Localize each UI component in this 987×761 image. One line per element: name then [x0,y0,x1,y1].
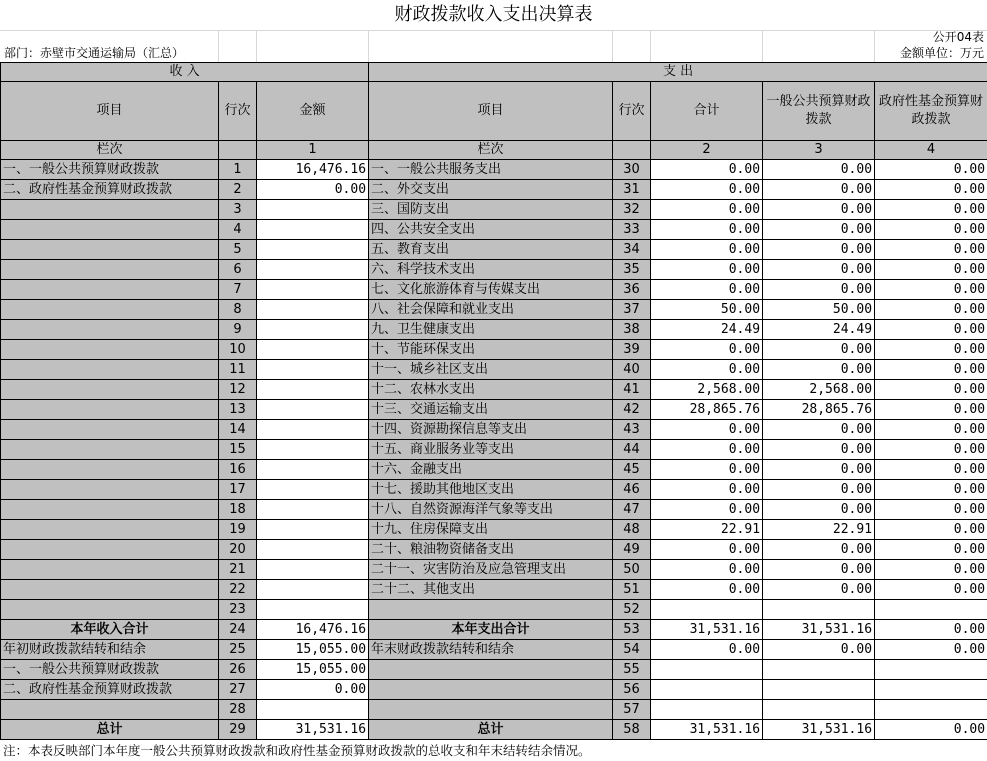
gov-fund-cell [875,660,987,680]
col-index-4: 4 [875,141,987,160]
total-cell: 0.00 [651,580,763,600]
table-row [1,520,987,540]
general-budget-cell: 0.00 [763,560,875,580]
total-cell: 31,531.16 [651,620,763,640]
expense-rowno-cell: 47 [613,500,651,520]
general-budget-cell: 0.00 [763,500,875,520]
gov-fund-cell [875,700,987,720]
table-row [1,280,987,300]
income-item-cell: 本年收入合计 [1,620,219,640]
income-rowno-cell: 19 [219,520,257,540]
income-item-cell [1,520,219,540]
gov-fund-cell: 0.00 [875,220,987,240]
gov-fund-cell: 0.00 [875,720,987,740]
general-budget-cell [763,680,875,700]
expense-rowno-cell: 50 [613,560,651,580]
unit-label: 金额单位：万元 [899,46,984,60]
income-amount-header: 金额 [257,82,369,141]
expense-item-cell: 十一、城乡社区支出 [369,360,613,380]
total-cell: 0.00 [651,500,763,520]
expense-item-cell: 一、一般公共服务支出 [369,160,613,180]
income-item-cell [1,340,219,360]
table-row [1,160,987,180]
total-cell [651,600,763,620]
expense-item-cell: 五、教育支出 [369,240,613,260]
income-amount-cell [257,700,369,720]
income-rowno-cell: 24 [219,620,257,640]
income-rowno-cell: 20 [219,540,257,560]
general-budget-cell: 2,568.00 [763,380,875,400]
income-item-cell [1,460,219,480]
total-cell [651,700,763,720]
general-budget-cell: 0.00 [763,460,875,480]
income-item-cell: 二、政府性基金预算财政拨款 [1,180,219,200]
income-rowno-cell: 4 [219,220,257,240]
expense-rowno-cell: 43 [613,420,651,440]
gov-fund-cell: 0.00 [875,520,987,540]
expense-item-cell: 七、文化旅游体育与传媒支出 [369,280,613,300]
general-budget-cell: 31,531.16 [763,720,875,740]
total-cell: 0.00 [651,220,763,240]
general-budget-cell: 28,865.76 [763,400,875,420]
income-rowno-cell: 8 [219,300,257,320]
income-rowno-cell: 9 [219,320,257,340]
income-amount-cell [257,560,369,580]
total-cell: 0.00 [651,440,763,460]
gov-fund-cell: 0.00 [875,200,987,220]
income-amount-cell: 0.00 [257,180,369,200]
income-rowno-cell: 21 [219,560,257,580]
total-cell: 0.00 [651,640,763,660]
gov-fund-cell: 0.00 [875,340,987,360]
table-row [1,480,987,500]
income-amount-cell [257,380,369,400]
expense-item-cell: 二十二、其他支出 [369,580,613,600]
expense-item-cell: 二十一、灾害防治及应急管理支出 [369,560,613,580]
income-rowno-cell: 2 [219,180,257,200]
gov-fund-cell: 0.00 [875,320,987,340]
income-item-cell [1,440,219,460]
expense-item-cell: 十八、自然资源海洋气象等支出 [369,500,613,520]
expense-item-cell [369,600,613,620]
income-rowno-header: 行次 [219,82,257,141]
total-cell: 0.00 [651,560,763,580]
expense-item-cell: 十三、交通运输支出 [369,400,613,420]
total-cell: 0.00 [651,280,763,300]
expense-rowno-cell: 56 [613,680,651,700]
general-budget-cell: 0.00 [763,200,875,220]
income-amount-cell [257,360,369,380]
gov-fund-cell: 0.00 [875,580,987,600]
general-budget-cell: 0.00 [763,480,875,500]
total-header: 合计 [651,82,763,141]
gov-fund-cell: 0.00 [875,380,987,400]
income-rowno-cell: 17 [219,480,257,500]
expense-rowno-cell: 53 [613,620,651,640]
gov-fund-cell: 0.00 [875,260,987,280]
table-row [1,460,987,480]
expense-rowno-cell: 31 [613,180,651,200]
general-budget-cell: 0.00 [763,280,875,300]
expense-item-cell: 二、外交支出 [369,180,613,200]
expense-rowno-cell: 44 [613,440,651,460]
total-cell [651,660,763,680]
expense-item-cell: 九、卫生健康支出 [369,320,613,340]
expense-rowno-cell: 36 [613,280,651,300]
income-rowno-cell: 29 [219,720,257,740]
income-item-cell: 一、一般公共预算财政拨款 [1,160,219,180]
department-label: 部门：赤壁市交通运输局（汇总） [4,46,185,60]
income-amount-cell [257,220,369,240]
income-amount-cell [257,400,369,420]
col-label-income: 栏次 [1,141,219,160]
gov-fund-cell: 0.00 [875,460,987,480]
general-budget-header: 一般公共预算财政拨款 [763,82,875,141]
income-amount-cell [257,300,369,320]
expense-rowno-cell: 40 [613,360,651,380]
income-rowno-cell: 10 [219,340,257,360]
expense-item-cell: 四、公共安全支出 [369,220,613,240]
gov-fund-cell: 0.00 [875,400,987,420]
gov-fund-cell: 0.00 [875,360,987,380]
total-cell: 31,531.16 [651,720,763,740]
table-row [1,220,987,240]
income-item-cell [1,320,219,340]
income-amount-cell [257,320,369,340]
gov-fund-cell: 0.00 [875,240,987,260]
income-item-cell [1,380,219,400]
gov-fund-cell: 0.00 [875,480,987,500]
table-row [1,400,987,420]
income-item-cell: 二、政府性基金预算财政拨款 [1,680,219,700]
income-amount-cell [257,420,369,440]
total-cell [651,680,763,700]
total-cell: 2,568.00 [651,380,763,400]
income-amount-cell [257,280,369,300]
general-budget-cell: 0.00 [763,640,875,660]
expense-item-cell: 十、节能环保支出 [369,340,613,360]
total-cell: 28,865.76 [651,400,763,420]
income-amount-cell [257,460,369,480]
expense-section-header: 支 出 [369,63,987,82]
general-budget-cell: 24.49 [763,320,875,340]
table-row [1,680,987,700]
income-amount-cell: 0.00 [257,680,369,700]
table-row [1,240,987,260]
form-code-line [0,30,987,45]
income-rowno-cell: 18 [219,500,257,520]
general-budget-cell: 50.00 [763,300,875,320]
expense-rowno-cell: 32 [613,200,651,220]
expense-item-cell [369,660,613,680]
total-cell: 0.00 [651,180,763,200]
general-budget-cell: 0.00 [763,240,875,260]
general-budget-cell: 0.00 [763,160,875,180]
income-rowno-cell: 28 [219,700,257,720]
table-row [1,300,987,320]
expense-rowno-cell: 51 [613,580,651,600]
expense-rowno-cell: 58 [613,720,651,740]
gov-fund-cell: 0.00 [875,180,987,200]
income-section-header: 收 入 [1,63,369,82]
report-title: 财政拨款收入支出决算表 [0,0,987,31]
income-amount-cell [257,240,369,260]
general-budget-cell [763,700,875,720]
gov-fund-cell [875,680,987,700]
gov-fund-cell: 0.00 [875,420,987,440]
income-amount-cell [257,260,369,280]
income-rowno-cell: 12 [219,380,257,400]
column-header-row [1,82,987,141]
table-row [1,180,987,200]
general-budget-cell: 0.00 [763,580,875,600]
expense-item-cell: 十六、金融支出 [369,460,613,480]
report-table [0,62,987,740]
gov-fund-header: 政府性基金预算财政拨款 [875,82,987,141]
income-amount-cell [257,440,369,460]
col-index-1: 1 [257,141,369,160]
table-row [1,500,987,520]
total-cell: 0.00 [651,240,763,260]
form-code: 公开04表 [932,30,984,44]
gov-fund-cell: 0.00 [875,640,987,660]
income-amount-cell [257,500,369,520]
income-rowno-cell: 14 [219,420,257,440]
gov-fund-cell: 0.00 [875,280,987,300]
income-item-cell [1,300,219,320]
income-amount-cell [257,580,369,600]
income-amount-cell [257,340,369,360]
income-rowno-cell: 7 [219,280,257,300]
expense-rowno-cell: 49 [613,540,651,560]
col-index-blank [219,141,257,160]
footnote: 注：本表反映部门本年度一般公共预算财政拨款和政府性基金预算财政拨款的总收支和年末结转结余情况。 [3,743,591,758]
gov-fund-cell: 0.00 [875,440,987,460]
income-amount-cell [257,600,369,620]
income-item-cell [1,480,219,500]
expense-item-cell: 二十、粮油物资储备支出 [369,540,613,560]
income-item-cell [1,560,219,580]
total-cell: 0.00 [651,360,763,380]
gov-fund-cell: 0.00 [875,160,987,180]
expense-item-cell: 六、科学技术支出 [369,260,613,280]
income-item-cell: 年初财政拨款结转和结余 [1,640,219,660]
income-amount-cell: 16,476.16 [257,160,369,180]
general-budget-cell: 0.00 [763,260,875,280]
general-budget-cell: 22.91 [763,520,875,540]
general-budget-cell: 31,531.16 [763,620,875,640]
income-amount-cell: 15,055.00 [257,640,369,660]
income-amount-cell [257,520,369,540]
general-budget-cell: 0.00 [763,440,875,460]
income-item-cell [1,580,219,600]
general-budget-cell: 0.00 [763,420,875,440]
table-row [1,660,987,680]
table-row [1,620,987,640]
expense-item-cell: 本年支出合计 [369,620,613,640]
col-index-2: 2 [651,141,763,160]
expense-rowno-cell: 35 [613,260,651,280]
general-budget-cell: 0.00 [763,540,875,560]
income-rowno-cell: 6 [219,260,257,280]
income-item-cell [1,260,219,280]
income-item-cell: 一、一般公共预算财政拨款 [1,660,219,680]
expense-item-cell: 十二、农林水支出 [369,380,613,400]
income-rowno-cell: 11 [219,360,257,380]
expense-rowno-cell: 38 [613,320,651,340]
total-cell: 0.00 [651,540,763,560]
income-item-cell [1,280,219,300]
income-amount-cell [257,540,369,560]
income-rowno-cell: 23 [219,600,257,620]
total-cell: 0.00 [651,420,763,440]
expense-rowno-cell: 34 [613,240,651,260]
income-item-cell [1,240,219,260]
income-amount-cell [257,200,369,220]
general-budget-cell [763,600,875,620]
gov-fund-cell [875,600,987,620]
expense-item-cell: 十九、住房保障支出 [369,520,613,540]
table-row [1,560,987,580]
general-budget-cell: 0.00 [763,220,875,240]
table-row [1,420,987,440]
expense-item-header: 项目 [369,82,613,141]
table-row [1,600,987,620]
expense-item-cell: 十七、援助其他地区支出 [369,480,613,500]
expense-rowno-cell: 42 [613,400,651,420]
expense-item-cell [369,680,613,700]
expense-item-cell: 总计 [369,720,613,740]
expense-item-cell: 年末财政拨款结转和结余 [369,640,613,660]
income-item-header: 项目 [1,82,219,141]
table-row [1,640,987,660]
income-item-cell [1,360,219,380]
table-row [1,580,987,600]
income-rowno-cell: 25 [219,640,257,660]
income-item-cell [1,540,219,560]
total-cell: 0.00 [651,340,763,360]
income-item-cell [1,500,219,520]
expense-rowno-cell: 54 [613,640,651,660]
table-row [1,200,987,220]
gov-fund-cell: 0.00 [875,500,987,520]
expense-rowno-header: 行次 [613,82,651,141]
income-rowno-cell: 26 [219,660,257,680]
total-cell: 0.00 [651,260,763,280]
income-item-cell [1,420,219,440]
expense-item-cell: 三、国防支出 [369,200,613,220]
expense-rowno-cell: 52 [613,600,651,620]
table-row [1,700,987,720]
expense-rowno-cell: 57 [613,700,651,720]
income-amount-cell: 31,531.16 [257,720,369,740]
gov-fund-cell: 0.00 [875,540,987,560]
table-row [1,320,987,340]
total-cell: 50.00 [651,300,763,320]
col-index-blank [613,141,651,160]
general-budget-cell: 0.00 [763,180,875,200]
section-header-row [1,63,987,82]
expense-item-cell: 十五、商业服务业等支出 [369,440,613,460]
table-row [1,540,987,560]
income-amount-cell: 16,476.16 [257,620,369,640]
expense-rowno-cell: 48 [613,520,651,540]
expense-rowno-cell: 45 [613,460,651,480]
income-rowno-cell: 15 [219,440,257,460]
expense-item-cell: 八、社会保障和就业支出 [369,300,613,320]
total-cell: 24.49 [651,320,763,340]
table-row [1,380,987,400]
col-label-expense: 栏次 [369,141,613,160]
gov-fund-cell: 0.00 [875,560,987,580]
general-budget-cell [763,660,875,680]
income-item-cell [1,400,219,420]
column-index-row [1,141,987,160]
income-item-cell: 总计 [1,720,219,740]
income-amount-cell: 15,055.00 [257,660,369,680]
table-row [1,360,987,380]
expense-rowno-cell: 33 [613,220,651,240]
general-budget-cell: 0.00 [763,340,875,360]
total-cell: 0.00 [651,200,763,220]
expense-item-cell: 十四、资源勘探信息等支出 [369,420,613,440]
income-amount-cell [257,480,369,500]
table-row [1,260,987,280]
col-index-3: 3 [763,141,875,160]
total-cell: 0.00 [651,480,763,500]
expense-item-cell [369,700,613,720]
general-budget-cell: 0.00 [763,360,875,380]
expense-rowno-cell: 55 [613,660,651,680]
gov-fund-cell: 0.00 [875,300,987,320]
income-item-cell [1,600,219,620]
table-row [1,440,987,460]
income-item-cell [1,200,219,220]
department-line [0,46,987,61]
income-item-cell [1,220,219,240]
income-rowno-cell: 1 [219,160,257,180]
gov-fund-cell: 0.00 [875,620,987,640]
income-rowno-cell: 27 [219,680,257,700]
expense-rowno-cell: 39 [613,340,651,360]
total-cell: 0.00 [651,460,763,480]
income-rowno-cell: 22 [219,580,257,600]
table-row [1,340,987,360]
income-item-cell [1,700,219,720]
total-cell: 0.00 [651,160,763,180]
income-rowno-cell: 13 [219,400,257,420]
table-row [1,720,987,740]
expense-rowno-cell: 46 [613,480,651,500]
income-rowno-cell: 5 [219,240,257,260]
income-rowno-cell: 3 [219,200,257,220]
expense-rowno-cell: 41 [613,380,651,400]
expense-rowno-cell: 30 [613,160,651,180]
total-cell: 22.91 [651,520,763,540]
income-rowno-cell: 16 [219,460,257,480]
expense-rowno-cell: 37 [613,300,651,320]
